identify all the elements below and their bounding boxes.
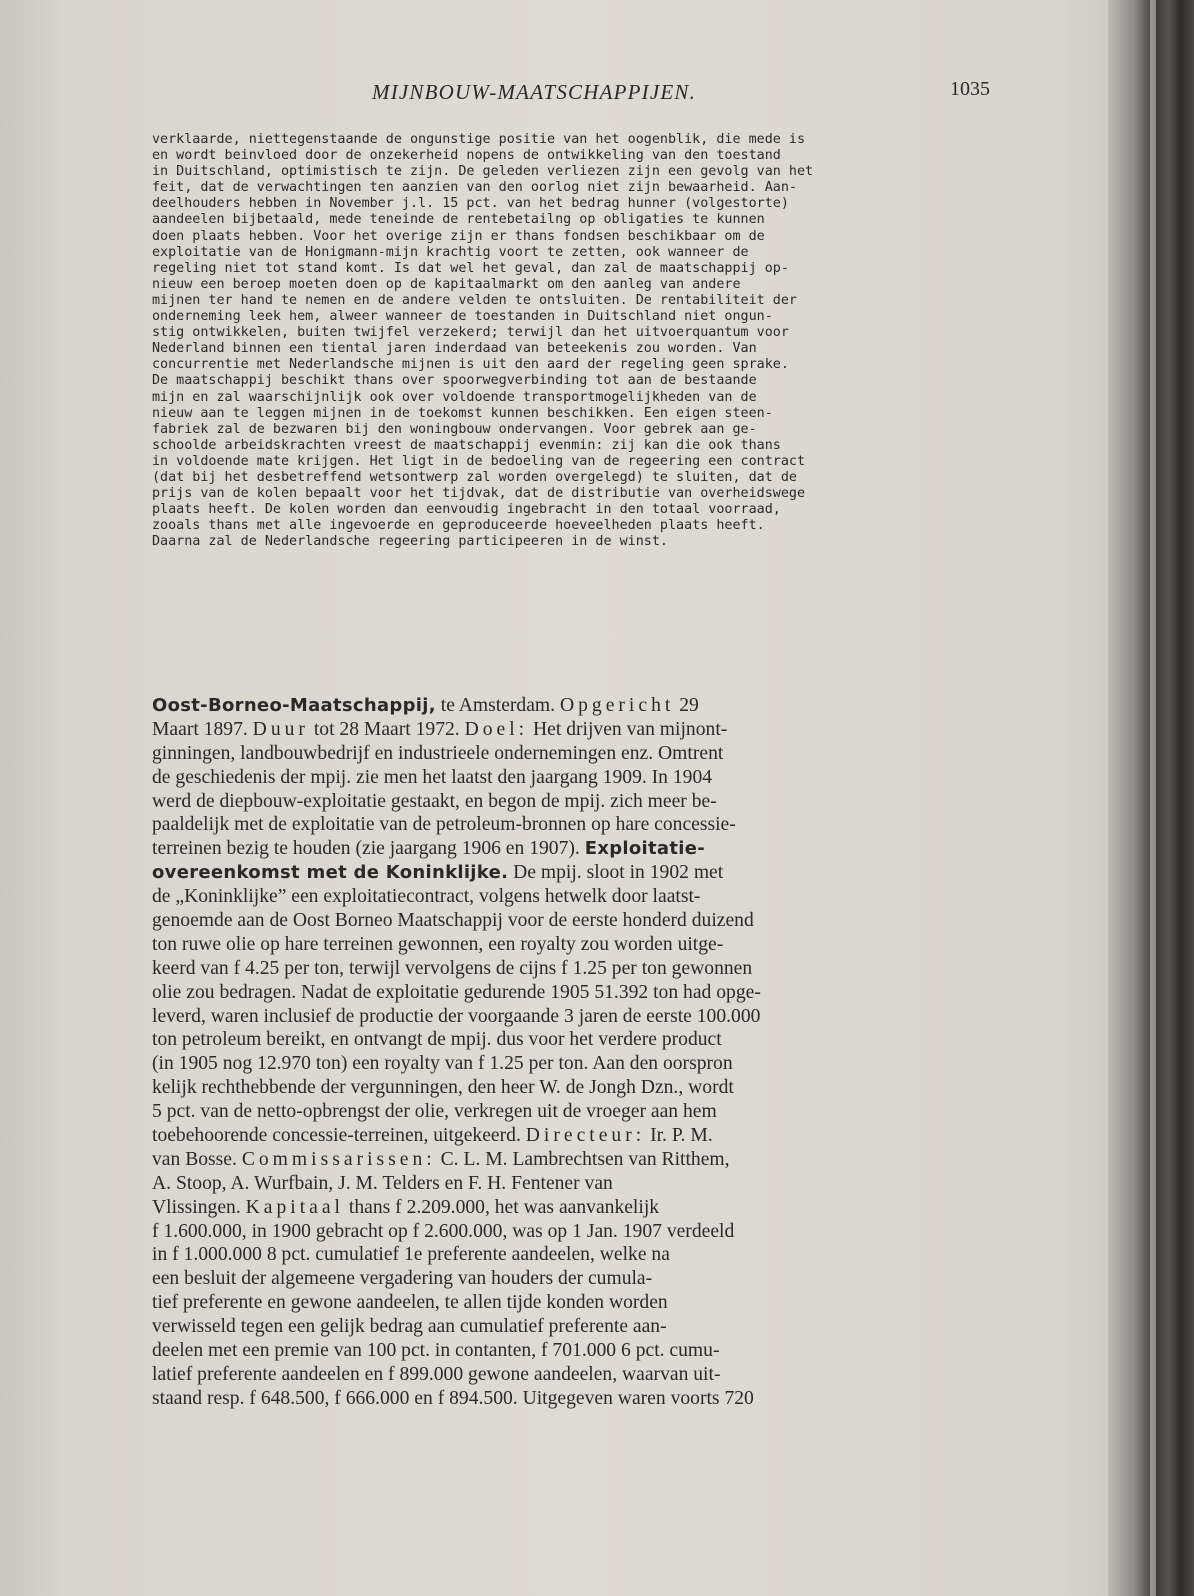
text-line: in f 1.000.000 8 pct. cumulatief 1e preferente aandeelen, welke na	[152, 1244, 670, 1266]
text-line: nieuw aan te leggen mijnen in de toekomst kunnen beschikken. Een eigen steen-	[152, 405, 773, 421]
heading-exploitatie: Exploitatie-	[584, 838, 706, 860]
text-line: doen plaats hebben. Voor het overige zijn er thans fondsen beschikbaar om de	[152, 228, 765, 244]
text-line: tief preferente en gewone aandeelen, te allen tijde konden worden	[152, 1292, 668, 1314]
text-line	[152, 837, 992, 861]
text-run: thans f 2.209.000, het was aanvankelijk	[344, 1196, 660, 1218]
label-commissarissen: Commissarissen:	[241, 1148, 436, 1170]
text-line: concurrentie met Nederlandsche mijnen is uit den aard der regeling geen sprake.	[152, 357, 789, 373]
text-line: verklaarde, niettegenstaande de ongunstige positie van het oogenblik, die mede is	[152, 132, 806, 147]
text-line: de „Koninklijke” een exploitatiecontract, volgens hetwelk door laatst-	[152, 886, 701, 908]
text-run: Het drijven van mijnont-	[528, 718, 728, 740]
text-line: 5 pct. van de netto-opbrengst der olie, verkregen uit de vroeger aan hem	[152, 1101, 717, 1123]
label-kapitaal: Kapitaal	[245, 1196, 344, 1218]
text-run: Vlissingen.	[152, 1196, 246, 1218]
text-line: keerd van f 4.25 per ton, terwijl vervolgens de cijns f 1.25 per ton gewonnen	[152, 957, 753, 979]
text-line: (in 1905 nog 12.970 ton) een royalty van f 1.25 per ton. Aan den oorspron	[152, 1053, 733, 1075]
text-line: staand resp. f 648.500, f 666.000 en f 894.500. Uitgegeven waren voorts 720	[152, 1387, 754, 1409]
text-line: deelen met een premie van 100 pct. in contanten, f 701.000 6 pct. cumu-	[152, 1340, 720, 1362]
text-line: ginningen, landbouwbedrijf en industrieele ondernemingen enz. Omtrent	[152, 742, 724, 764]
text-line	[152, 1124, 992, 1148]
text-line: (dat bij het desbetreffend wetsontwerp zal worden overgelegd) te sluiten, dat de	[152, 469, 797, 485]
running-head: MIJNBOUW-MAATSCHAPPIJEN.	[372, 80, 697, 104]
text-line: plaats heeft. De kolen worden dan eenvoudig ingebracht in den totaal voorraad,	[152, 502, 781, 518]
text-run: De mpij. sloot in 1902 met	[508, 862, 724, 884]
text-run: 29	[674, 695, 699, 716]
text-line: zooals thans met alle ingevoerde en geproduceerde hoeveelheden plaats heeft.	[152, 518, 765, 534]
text-line: mijnen ter hand te nemen en de andere velden te ontsluiten. De rentabiliteit der	[152, 292, 797, 308]
text-line: deelhouders hebben in November j.l. 15 pct. van het bedrag hunner (volgestorte)	[152, 196, 789, 212]
text-line: prijs van de kolen bepaalt voor het tijdvak, dat de distributie van overheidswege	[152, 486, 806, 502]
text-line: exploitatie van de Honigmann-mijn krachtig voort te zetten, ook wanneer de	[152, 244, 749, 260]
text-line	[152, 718, 992, 742]
heading-overeenkomst: overeenkomst met de Koninklijke.	[152, 862, 509, 884]
text-line: olie zou bedragen. Nadat de exploitatie gedurende 1905 51.392 ton had opge-	[152, 981, 761, 1003]
text-line: latief preferente aandeelen en f 899.000 gewone aandeelen, waarvan uit-	[152, 1363, 721, 1385]
text-line: schoolde arbeidskrachten vreest de maatschappij evenmin: zij kan die ook thans	[152, 437, 781, 453]
text-line: paaldelijk met de exploitatie van de petroleum-bronnen op hare concessie-	[152, 814, 736, 836]
text-line: A. Stoop, A. Wurfbain, J. M. Telders en F. H. Fentener van	[152, 1172, 613, 1194]
label-duur: Duur	[252, 718, 309, 740]
text-line	[152, 1196, 992, 1220]
text-line: nieuw een beroep moeten doen op de kapitaalmarkt om den aanleg van andere	[152, 276, 741, 292]
text-line: stig ontwikkelen, buiten twijfel verzekerd; terwijl dan het uitvoerquantum voor	[152, 325, 789, 341]
text-run: van Bosse.	[152, 1148, 242, 1170]
text-line	[152, 694, 992, 718]
text-run: te Amsterdam.	[435, 695, 560, 716]
text-line: f 1.600.000, in 1900 gebracht op f 2.600.000, was op 1 Jan. 1907 verdeeld	[152, 1220, 735, 1242]
label-doel: Doel:	[464, 718, 529, 740]
text-line: verwisseld tegen een gelijk bedrag aan cumulatief preferente aan-	[152, 1316, 667, 1338]
text-line: regeling niet tot stand komt. Is dat wel het geval, dan zal de maatschappij op-	[152, 260, 789, 276]
company-entry-oost-borneo	[152, 694, 992, 1411]
text-line: in Duitschland, optimistisch te zijn. De geleden verliezen zijn een gevolg van het	[152, 164, 814, 180]
text-line: fabriek zal de bezwaren bij den woningbouw ondervangen. Voor gebrek aan ge-	[152, 421, 757, 437]
text-line: genoemde aan de Oost Borneo Maatschappij voor de eerste honderd duizend	[152, 910, 754, 932]
text-line: onderneming leek hem, alweer wanneer de toestanden in Duitschland niet ongun-	[152, 309, 773, 325]
text-line	[152, 1148, 992, 1172]
text-line: en wordt beinvloed door de onzekerheid nopens de ontwikkeling van den toestand	[152, 148, 781, 164]
page-number: 1035	[950, 78, 990, 100]
text-line: leverd, waren inclusief de productie der voorgaande 3 jaren de eerste 100.000	[152, 1005, 761, 1027]
page-edge	[1150, 0, 1156, 1596]
page-header	[150, 74, 990, 114]
text-line: in voldoende mate krijgen. Het ligt in de bedoeling van de regeering een contract	[152, 453, 806, 469]
text-line: kelijk rechthebbende der vergunningen, den heer W. de Jongh Dzn., wordt	[152, 1077, 734, 1099]
text-line: ton ruwe olie op hare terreinen gewonnen, een royalty zou worden uitge-	[152, 933, 724, 955]
label-opgericht: Opgericht	[559, 695, 675, 716]
text-run: terreinen bezig te houden (zie jaargang 1906 en 1907).	[152, 838, 585, 860]
text-line: ton petroleum bereikt, en ontvangt de mpij. dus voor het verdere product	[152, 1029, 722, 1051]
text-line: Nederland binnen een tiental jaren inderdaad van beteekenis zou worden. Van	[152, 341, 757, 357]
text-run: toebehoorende concessie-terreinen, uitgekeerd.	[152, 1125, 526, 1147]
text-line	[152, 861, 992, 885]
text-line: mijn en zal waarschijnlijk ook over voldoende transportmogelijkheden van de	[152, 389, 757, 405]
label-directeur: Directeur:	[525, 1125, 646, 1147]
text-line: werd de diepbouw-exploitatie gestaakt, en begon de mpij. zich meer be-	[152, 790, 717, 812]
paragraph-small-print	[152, 132, 992, 550]
text-run: C. L. M. Lambrechtsen van Ritthem,	[435, 1148, 730, 1170]
text-line: de geschiedenis der mpij. zie men het laatst den jaargang 1909. In 1904	[152, 766, 713, 788]
text-line: aandeelen bijbetaald, mede teneinde de rentebetailng op obligaties te kunnen	[152, 212, 765, 228]
text-run: Maart 1897.	[152, 718, 253, 740]
company-name: Oost-Borneo-Maatschappij,	[152, 695, 436, 716]
text-run: tot 28 Maart 1972.	[308, 718, 465, 740]
text-line: Daarna zal de Nederlandsche regeering participeeren in de winst.	[152, 534, 668, 550]
text-line: feit, dat de verwachtingen ten aanzien van den oorlog niet zijn bewaarheid. Aan-	[152, 180, 797, 196]
text-run: Ir. P. M.	[645, 1125, 713, 1147]
text-line: een besluit der algemeene vergadering van houders der cumula-	[152, 1268, 653, 1290]
text-line: De maatschappij beschikt thans over spoorwegverbinding tot aan de bestaande	[152, 373, 757, 389]
